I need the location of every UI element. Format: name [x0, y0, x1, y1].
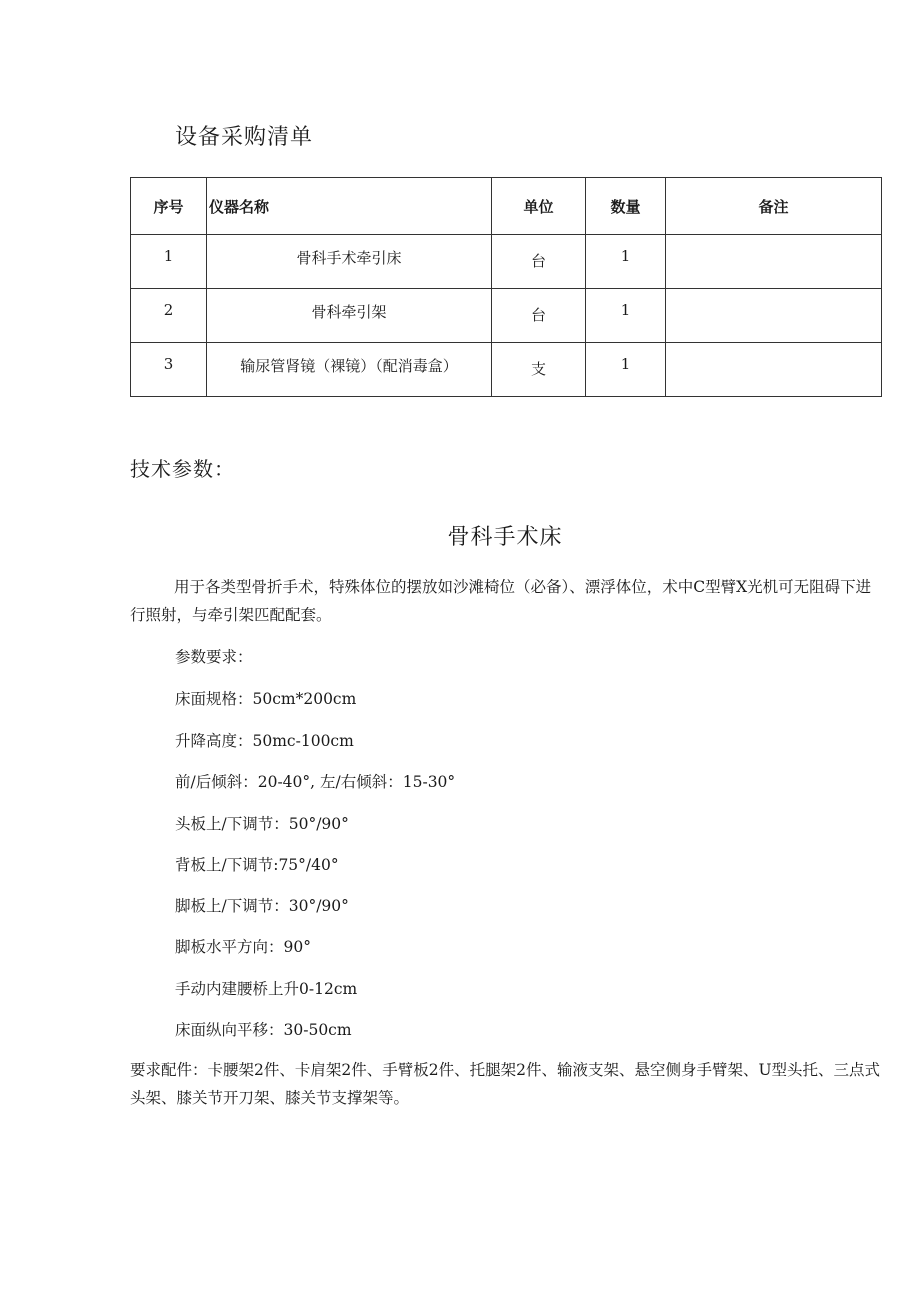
- cell-index: 2: [131, 289, 207, 343]
- param-item: 脚板上/下调节：30°/90°: [175, 897, 349, 915]
- header-name: 仪器名称: [207, 178, 492, 235]
- table-row: [131, 343, 882, 397]
- accessories-requirement: 要求配件：卡腰架2件、卡肩架2件、手臂板2件、托腿架2件、输液支架、悬空侧身手臂架、U型头托、三点式头架、膝关节开刀架、膝关节支撑架等。: [130, 1061, 881, 1107]
- param-item: 升降高度：50mc-100cm: [175, 732, 354, 750]
- header-remarks: 备注: [666, 178, 882, 235]
- param-item: 背板上/下调节:75°/40°: [175, 856, 339, 874]
- param-item: 脚板水平方向：90°: [175, 938, 311, 956]
- table-row: [131, 289, 882, 343]
- param-item: 前/后倾斜：20-40°, 左/右倾斜：15-30°: [175, 773, 456, 791]
- param-item: 床面规格：50cm*200cm: [175, 690, 357, 708]
- cell-quantity: 1: [586, 289, 666, 343]
- header-quantity: 数量: [586, 178, 666, 235]
- cell-name: 骨科手术牵引床: [207, 235, 492, 289]
- cell-index: 3: [131, 343, 207, 397]
- table-header-row: [131, 178, 882, 235]
- procurement-table: [130, 177, 882, 397]
- tech-params-heading: 技术参数：: [130, 457, 235, 481]
- page-heading: 设备采购清单: [175, 125, 314, 150]
- cell-unit: 台: [492, 289, 586, 343]
- header-index: 序号: [131, 178, 207, 235]
- cell-index: 1: [131, 235, 207, 289]
- cell-remarks: [666, 289, 882, 343]
- product-description: 用于各类型骨折手术，特殊体位的摆放如沙滩椅位（必备）、漂浮体位，术中C型臂X光机可无阻碍下进行照射，与牵引架匹配配套。: [130, 578, 872, 624]
- header-unit: 单位: [492, 178, 586, 235]
- params-label: 参数要求：: [175, 648, 253, 666]
- cell-quantity: 1: [586, 343, 666, 397]
- cell-unit: 支: [492, 343, 586, 397]
- product-title: 骨科手术床: [447, 525, 563, 550]
- cell-remarks: [666, 235, 882, 289]
- table-row: [131, 235, 882, 289]
- param-item: 床面纵向平移：30-50cm: [175, 1021, 352, 1039]
- param-item: 手动内建腰桥上升0-12cm: [175, 980, 358, 998]
- cell-name: 骨科牵引架: [207, 289, 492, 343]
- param-item: 头板上/下调节：50°/90°: [175, 815, 349, 833]
- cell-unit: 台: [492, 235, 586, 289]
- cell-remarks: [666, 343, 882, 397]
- cell-name: 输尿管肾镜（裸镜）（配消毒盒）: [207, 343, 492, 397]
- cell-quantity: 1: [586, 235, 666, 289]
